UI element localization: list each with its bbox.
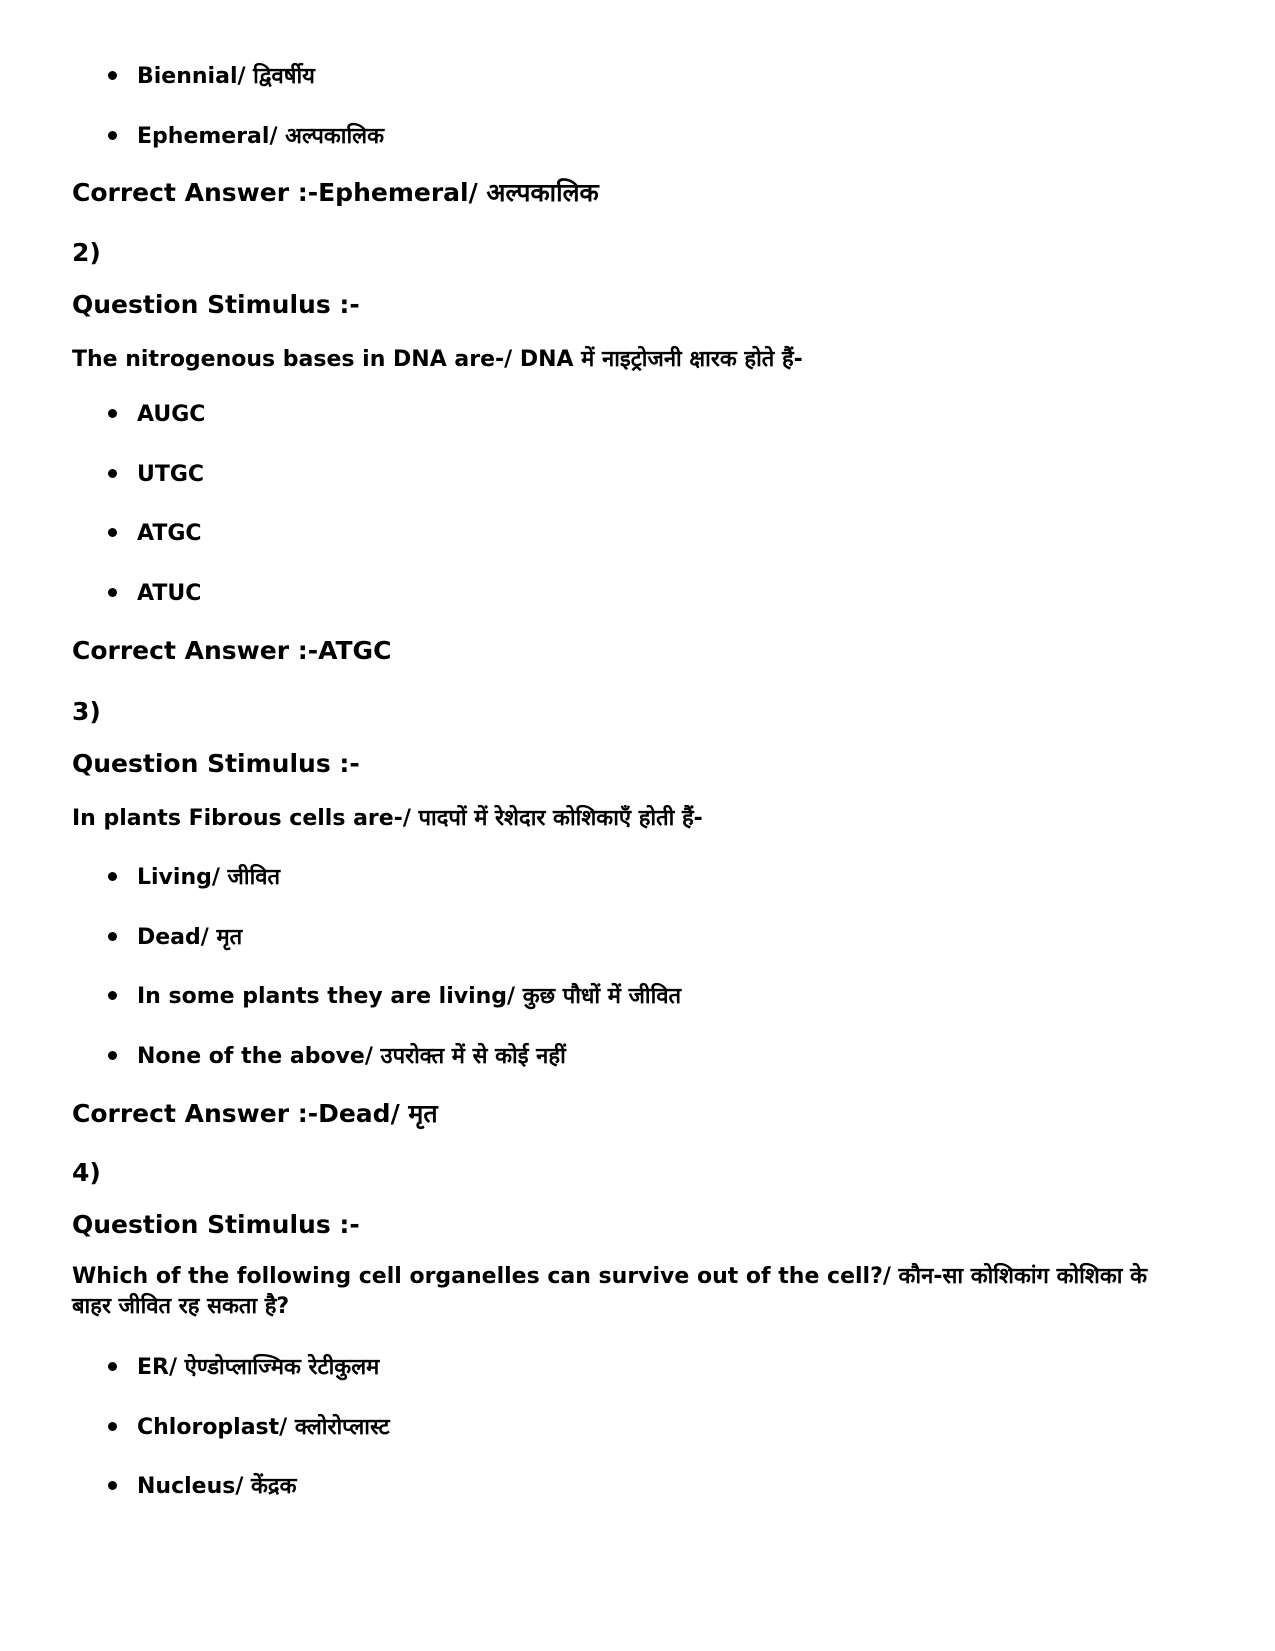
option-text: UTGC — [137, 462, 205, 487]
option-text: Living/ जीवित — [137, 865, 281, 890]
bullet-icon — [108, 872, 117, 881]
option-text: Biennial/ द्विवर्षीय — [137, 64, 315, 89]
bullet-icon — [108, 409, 117, 418]
q3-correct-answer: Correct Answer :-Dead/ मृत — [72, 1099, 438, 1128]
q3-option-4 — [108, 1040, 566, 1070]
bullet-icon — [108, 131, 117, 140]
bullet-icon — [108, 1422, 117, 1431]
q4-option-3 — [108, 1470, 297, 1500]
bullet-icon — [108, 71, 117, 80]
q1-option-2 — [108, 120, 384, 150]
option-text: Chloroplast/ क्लोरोप्लास्ट — [137, 1415, 390, 1440]
option-text: None of the above/ उपरोक्त में से कोई नहीं — [137, 1044, 566, 1069]
q4-stimulus-label: Question Stimulus :- — [72, 1210, 360, 1239]
q1-correct-answer: Correct Answer :-Ephemeral/ अल्पकालिक — [72, 178, 599, 207]
q2-number: 2) — [72, 238, 101, 267]
q3-stimulus-label: Question Stimulus :- — [72, 749, 360, 778]
option-text: Nucleus/ केंद्रक — [137, 1474, 297, 1499]
option-text: AUGC — [137, 402, 206, 427]
q3-option-1 — [108, 861, 280, 891]
q2-question: The nitrogenous bases in DNA are-/ DNA में नाइट्रोजनी क्षारक होते हैं- — [72, 347, 803, 372]
bullet-icon — [108, 588, 117, 597]
option-text: Ephemeral/ अल्पकालिक — [137, 124, 384, 149]
q2-correct-answer: Correct Answer :-ATGC — [72, 636, 392, 665]
q4-option-1 — [108, 1351, 379, 1381]
q4-number: 4) — [72, 1158, 101, 1187]
q2-option-3 — [108, 521, 202, 546]
bullet-icon — [108, 1051, 117, 1060]
option-text: ATGC — [137, 521, 202, 546]
q2-stimulus-label: Question Stimulus :- — [72, 290, 360, 319]
q1-option-1 — [108, 60, 315, 90]
bullet-icon — [108, 1362, 117, 1371]
option-text: Dead/ मृत — [137, 925, 243, 950]
bullet-icon — [108, 528, 117, 537]
q2-option-1 — [108, 402, 205, 427]
q4-option-2 — [108, 1411, 390, 1441]
bullet-icon — [108, 932, 117, 941]
bullet-icon — [108, 469, 117, 478]
q3-question: In plants Fibrous cells are-/ पादपों में रेशेदार कोशिकाएँ होती हैं- — [72, 806, 703, 831]
q3-number: 3) — [72, 697, 101, 726]
q2-option-4 — [108, 581, 201, 606]
option-text: ER/ ऐण्डोप्लाज्मिक रेटीकुलम — [137, 1355, 380, 1380]
q2-option-2 — [108, 462, 204, 487]
bullet-icon — [108, 991, 117, 1000]
q4-question: Which of the following cell organelles can survive out of the cell?/ कौन-सा कोशिकांग कोशिका के बाहर जीवित रह सकता है? — [72, 1264, 1147, 1319]
option-text: ATUC — [137, 581, 202, 606]
bullet-icon — [108, 1481, 117, 1490]
q3-option-3 — [108, 980, 681, 1010]
option-text: In some plants they are living/ कुछ पौधों में जीवित — [137, 984, 682, 1009]
q3-option-2 — [108, 921, 242, 951]
